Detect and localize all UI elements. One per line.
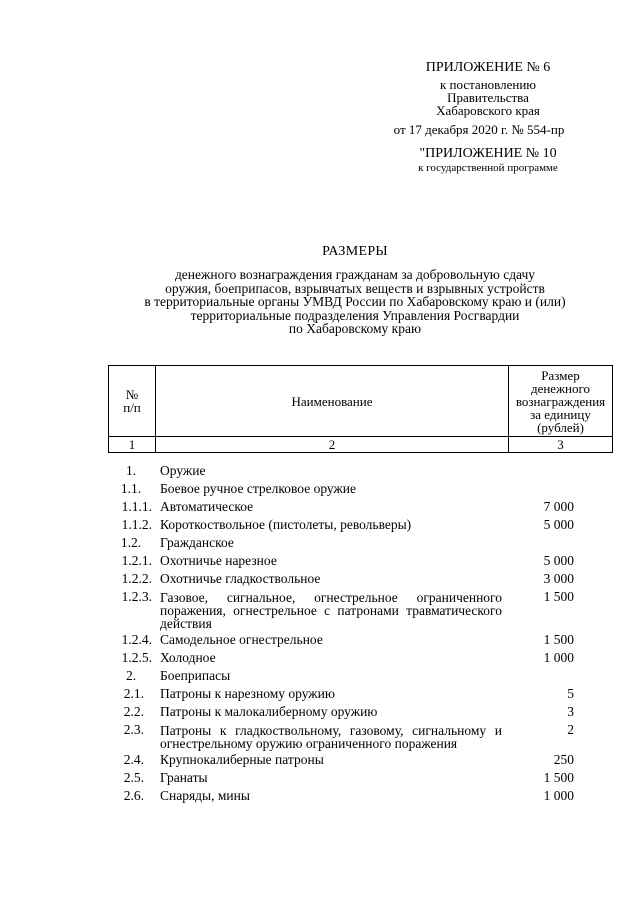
- table-row: [108, 481, 613, 497]
- row-value: 1 000: [543, 650, 574, 665]
- table-body: [108, 463, 613, 806]
- table-row: [108, 668, 613, 684]
- title-heading: РАЗМЕРЫ: [322, 244, 388, 259]
- row-value: 3 000: [543, 571, 574, 586]
- table-row: [108, 788, 613, 804]
- table-row: [108, 704, 613, 720]
- title-line: по Хабаровскому краю: [288, 321, 422, 336]
- row-number: 2.2.: [123, 704, 144, 719]
- row-number: 1.2.1.: [121, 553, 152, 568]
- row-value: 5 000: [543, 553, 574, 568]
- table-header: [108, 365, 613, 453]
- row-number: 2.5.: [123, 770, 144, 785]
- table-row: [108, 650, 613, 666]
- government-line: Правительства: [447, 90, 529, 105]
- row-name: Боеприпасы: [160, 668, 231, 683]
- row-value: 7 000: [543, 499, 574, 514]
- document-title: [0, 244, 640, 336]
- table-row: [108, 722, 613, 750]
- col-amount-header: Размер денежного вознаграждения за единицу (рублей): [509, 366, 613, 437]
- table-row: [108, 463, 613, 479]
- row-name: Снаряды, мины: [160, 788, 250, 803]
- row-number: 1.2.4.: [121, 632, 152, 647]
- title-line: оружия, боеприпасов, взрывчатых веществ и взрывных устройств: [165, 280, 545, 296]
- row-name: Патроны к малокалиберному оружию: [160, 704, 378, 719]
- row-number: 1.1.: [120, 481, 142, 496]
- table-row: [108, 686, 613, 702]
- row-value: [502, 463, 574, 479]
- row-name: Боевое ручное стрелковое оружие: [160, 481, 357, 496]
- row-name: Автоматическое: [160, 499, 254, 514]
- row-number: 1.1.2.: [121, 517, 152, 532]
- title-line: денежного вознаграждения гражданам за добровольную сдачу: [174, 267, 536, 282]
- row-value: 5: [567, 686, 574, 701]
- row-name: Самодельное огнестрельное: [160, 632, 323, 647]
- row-value: [502, 668, 574, 684]
- row-value: 3: [567, 704, 574, 719]
- row-number: 1.2.: [120, 535, 142, 550]
- row-name: Оружие: [160, 463, 206, 478]
- program-line: к государственной программе: [418, 162, 558, 174]
- date-number-line: от 17 декабря 2020 г. № 554-пр: [393, 122, 565, 137]
- table-row: [108, 553, 613, 569]
- row-number: 2.: [125, 668, 137, 683]
- table-row: [108, 632, 613, 648]
- title-line: территориальные подразделения Управления Росгвардии: [190, 307, 520, 323]
- row-name: Короткоствольное (пистолеты, револьверы): [160, 517, 412, 532]
- table-row: [108, 589, 613, 630]
- row-number: 1.2.2.: [121, 571, 152, 586]
- row-number: 1.: [125, 463, 137, 478]
- row-number: 1.2.3.: [121, 589, 152, 604]
- row-value: [502, 481, 574, 497]
- row-number: 1.1.1.: [121, 499, 152, 514]
- row-name: Гранаты: [160, 770, 208, 785]
- table-row: [108, 770, 613, 786]
- row-number: 1.2.5.: [121, 650, 152, 665]
- row-name: Гражданское: [160, 535, 234, 550]
- col-number-header: № п/п: [109, 366, 156, 437]
- row-number: 2.4.: [123, 752, 144, 767]
- title-line: в территориальные органы УМВД России по Хабаровскому краю и (или): [144, 294, 566, 309]
- row-value: 1 500: [543, 632, 574, 647]
- row-value: 1 500: [543, 770, 574, 785]
- region-line: Хабаровского края: [436, 103, 540, 118]
- row-value: 250: [553, 752, 574, 767]
- row-number: 2.3.: [123, 722, 144, 737]
- col-name-index: 2: [156, 437, 509, 453]
- table-row: [108, 752, 613, 768]
- row-value: 2: [567, 722, 574, 737]
- col-amount-index: 3: [509, 437, 613, 453]
- table-row: [108, 535, 613, 551]
- row-value: 5 000: [543, 517, 574, 532]
- table-row: [108, 571, 613, 587]
- resolution-line: к постановлению: [439, 77, 537, 92]
- appendix-10-title: "ПРИЛОЖЕНИЕ № 10: [419, 146, 557, 161]
- row-number: 2.1.: [123, 686, 144, 701]
- row-name: Газовое, сигнальное, огнестрельное ограниченного поражения, огнестрельное с патронами травматического действия: [160, 590, 502, 631]
- row-name: Охотничье гладкоствольное: [160, 571, 321, 586]
- row-value: 1 500: [543, 589, 574, 604]
- row-value: [502, 535, 574, 551]
- row-number: 2.6.: [123, 788, 144, 803]
- row-name: Холодное: [160, 650, 216, 665]
- table-row: [108, 517, 613, 533]
- col-name-header: Наименование: [156, 366, 509, 437]
- appendix-header: [388, 60, 588, 174]
- row-name: Патроны к гладкоствольному, газовому, сигнальному и огнестрельному оружию ограниченного поражения: [160, 723, 502, 751]
- row-name: Крупнокалиберные патроны: [160, 752, 324, 767]
- row-name: Охотничье нарезное: [160, 553, 277, 568]
- col-number-index: 1: [109, 437, 156, 453]
- table-row: [108, 499, 613, 515]
- appendix-title: ПРИЛОЖЕНИЕ № 6: [425, 60, 551, 75]
- row-name: Патроны к нарезному оружию: [160, 686, 335, 701]
- row-value: 1 000: [543, 788, 574, 803]
